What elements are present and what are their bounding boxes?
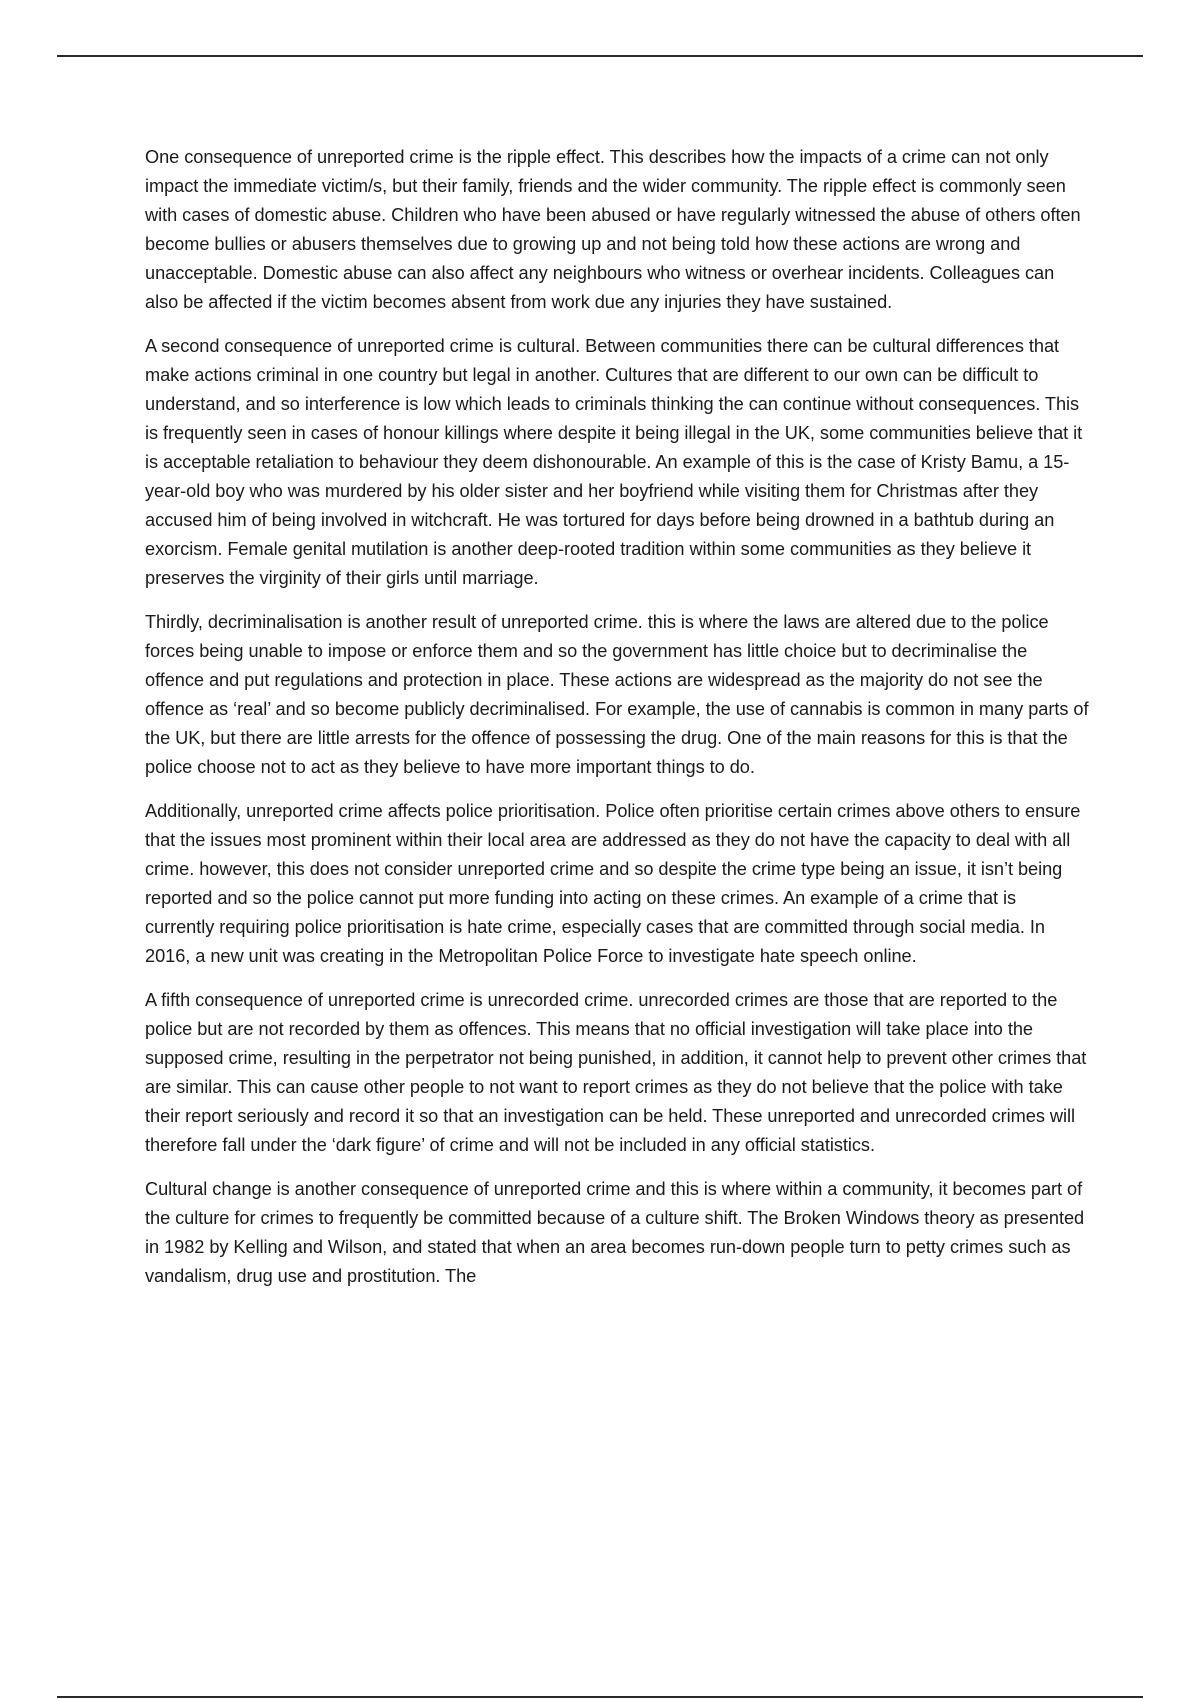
paragraph-ripple-effect: One consequence of unreported crime is the ripple effect. This describes how the impacts of a crime can not only impact the immediate victim/s, but their family, friends and the wider community. The ripple effect is commonly seen with cases of domestic abuse. Children who have been abused or have regularly witnessed the abuse of others often become bullies or abusers themselves due to growing up and not being told how these actions are wrong and unacceptable. Domestic abuse can also affect any neighbours who witness or overhear incidents. Colleagues can also be affected if the victim becomes absent from work due any injuries they have sustained. bbox=[145, 147, 1081, 312]
document-body bbox=[145, 143, 1090, 1306]
footer-rule bbox=[57, 1696, 1143, 1698]
paragraph-cultural-change: Cultural change is another consequence of unreported crime and this is where within a community, it becomes part of the culture for crimes to frequently be committed because of a culture shift. The Broken Windows theory as presented in 1982 by Kelling and Wilson, and stated that when an area becomes run-down people turn to petty crimes such as vandalism, drug use and prostitution. The bbox=[145, 1179, 1085, 1286]
paragraph-unrecorded-crime: A fifth consequence of unreported crime is unrecorded crime. unrecorded crimes are those that are reported to the police but are not recorded by them as offences. This means that no official investigation will take place into the supposed crime, resulting in the perpetrator not being punished, in addition, it cannot help to prevent other crimes that are similar. This can cause other people to not want to report crimes as they do not believe that the police with take their report seriously and record it so that an investigation can be held. These unreported and unrecorded crimes will therefore fall under the ‘dark figure’ of crime and will not be included in any official statistics. bbox=[145, 990, 1087, 1155]
paragraph-cultural: A second consequence of unreported crime is cultural. Between communities there can be cultural differences that make actions criminal in one country but legal in another. Cultures that are different to our own can be difficult to understand, and so interference is low which leads to criminals thinking the can continue without consequences. This is frequently seen in cases of honour killings where despite it being illegal in the UK, some communities believe that it is acceptable retaliation to behaviour they deem dishonourable. An example of this is the case of Kristy Bamu, a 15-year-old boy who was murdered by his older sister and her boyfriend while visiting them for Christmas after they accused him of being involved in witchcraft. He was tortured for days before being drowned in a bathtub during an exorcism. Female genital mutilation is another deep-rooted tradition within some communities as they believe it preserves the virginity of their girls until marriage. bbox=[145, 336, 1083, 588]
paragraph-decriminalisation: Thirdly, decriminalisation is another result of unreported crime. this is where the laws are altered due to the police forces being unable to impose or enforce them and so the government has little choice but to decriminalise the offence and put regulations and protection in place. These actions are widespread as the majority do not see the offence as ‘real’ and so become publicly decriminalised. For example, the use of cannabis is common in many parts of the UK, but there are little arrests for the offence of possessing the drug. One of the main reasons for this is that the police choose not to act as they believe to have more important things to do. bbox=[145, 612, 1089, 777]
paragraph-police-prioritisation: Additionally, unreported crime affects police prioritisation. Police often prioritise certain crimes above others to ensure that the issues most prominent within their local area are addressed as they do not have the capacity to deal with all crime. however, this does not consider unreported crime and so despite the crime type being an issue, it isn’t being reported and so the police cannot put more funding into acting on these crimes. An example of a crime that is currently requiring police prioritisation is hate crime, especially cases that are committed through social media. In 2016, a new unit was creating in the Metropolitan Police Force to investigate hate speech online. bbox=[145, 801, 1081, 966]
header-rule bbox=[57, 55, 1143, 57]
